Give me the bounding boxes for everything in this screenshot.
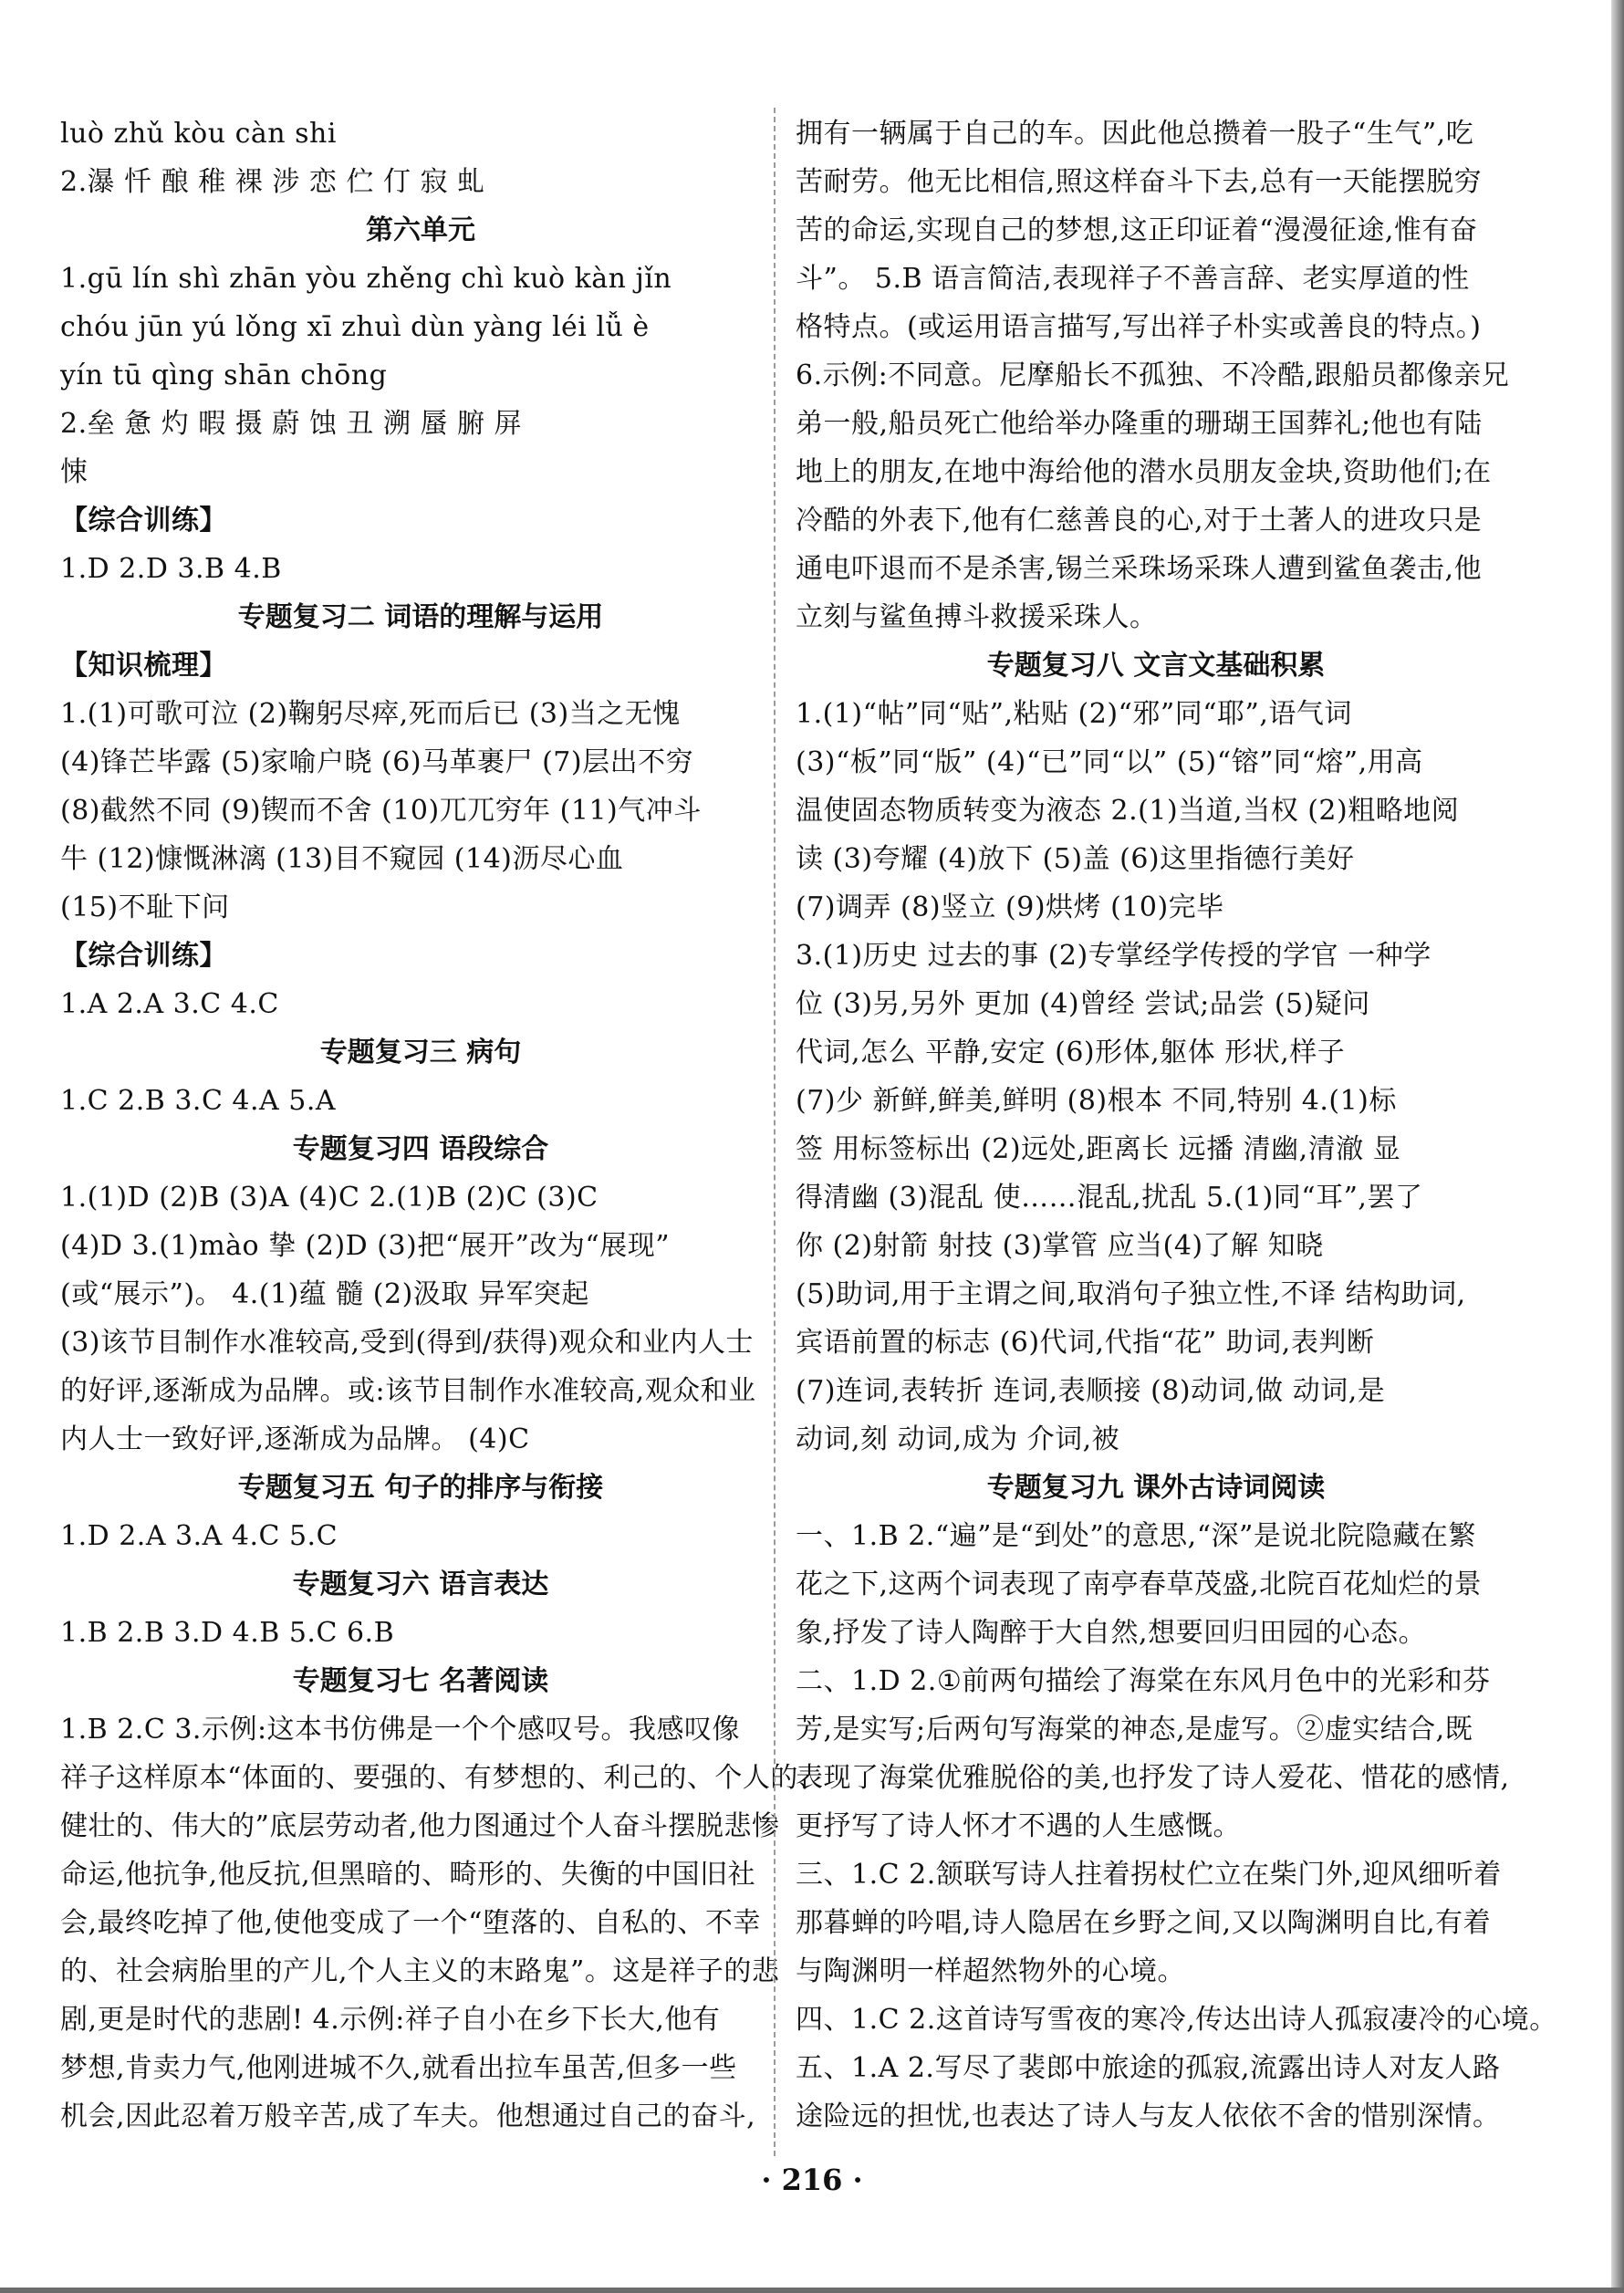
answer-line: 宾语前置的标志 (6)代词,代指“花” 助词,表判断 [796, 1327, 1375, 1359]
answer-line: 立刻与鲨鱼搏斗救援采珠人。 [796, 601, 1158, 633]
answer-line: 那暮蝉的吟唱,诗人隐居在乡野之间,又以陶渊明自比,有着 [796, 1907, 1492, 1939]
column-divider [774, 108, 776, 2156]
answer-line: 与陶渊明一样超然物外的心境。 [796, 1955, 1185, 1987]
answer-line: 五、1.A 2.写尽了裴郎中旅途的孤寂,流露出诗人对友人路 [796, 2052, 1501, 2084]
answer-line: 1.B 2.C 3.示例:这本书仿佛是一个个感叹号。我感叹像 [60, 1714, 741, 1746]
answer-line: 读 (3)夸耀 (4)放下 (5)盖 (6)这里指德行美好 [796, 843, 1355, 875]
answer-line: 签 用标签标出 (2)远处,距离长 远播 清幽,清澈 显 [796, 1133, 1401, 1165]
answer-line: 梦想,肯卖力气,他刚进城不久,就看出拉车虽苦,但多一些 [60, 2052, 737, 2084]
answer-line: 格特点。(或运用语言描写,写出祥子朴实或善良的特点。) [796, 311, 1482, 343]
section-heading: 专题复习六 语言表达 [292, 1569, 549, 1600]
answer-line: 的好评,逐渐成为品牌。或:该节目制作水准较高,观众和业 [60, 1375, 756, 1407]
answer-line: (7)调弄 (8)竖立 (9)烘烤 (10)完毕 [796, 891, 1224, 923]
answer-line: 【综合训练】 [60, 505, 227, 537]
answer-line: 1.gū lín shì zhān yòu zhěng chì kuò kàn jǐn [60, 263, 672, 295]
section-heading: 专题复习三 病句 [319, 1037, 522, 1068]
section-heading: 专题复习二 词语的理解与运用 [237, 601, 604, 633]
answer-line: 更抒写了诗人怀才不遇的人生感慨。 [796, 1810, 1241, 1842]
answer-line: (4)D 3.(1)mào 挚 (2)D (3)把“展开”改为“展现” [60, 1230, 671, 1262]
answer-line: 命运,他抗争,他反抗,但黑暗的、畸形的、失衡的中国旧社 [60, 1859, 756, 1891]
answer-line: 拥有一辆属于自己的车。因此他总攒着一股子“生气”,吃 [796, 118, 1474, 150]
section-heading: 专题复习四 语段综合 [292, 1133, 549, 1165]
answer-line: chóu jūn yú lǒng xī zhuì dùn yàng léi lǚ è [60, 311, 650, 343]
answer-line: 1.(1)D (2)B (3)A (4)C 2.(1)B (2)C (3)C [60, 1182, 599, 1214]
answer-line: 【综合训练】 [60, 940, 227, 972]
answer-line: 一、1.B 2.“遍”是“到处”的意思,“深”是说北院隐藏在繁 [796, 1520, 1476, 1552]
answer-line: (3)该节目制作水准较高,受到(得到/获得)观众和业内人士 [60, 1327, 755, 1359]
answer-line: 1.(1)可歌可泣 (2)鞠躬尽瘁,死而后已 (3)当之无愧 [60, 698, 681, 730]
answer-line: 三、1.C 2.颔联写诗人拄着拐杖伫立在柴门外,迎风细听着 [796, 1859, 1502, 1891]
section-heading: 专题复习五 句子的排序与衔接 [237, 1472, 604, 1504]
answer-line: yín tū qìng shān chōng [60, 360, 388, 391]
answer-line: 花之下,这两个词表现了南亭春草茂盛,北院百花灿烂的景 [796, 1569, 1483, 1600]
answer-line: 苦耐劳。他无比相信,照这样奋斗下去,总有一天能摆脱穷 [796, 166, 1483, 198]
answer-line: 位 (3)另,另外 更加 (4)曾经 尝试;品尝 (5)疑问 [796, 988, 1370, 1020]
left-column [60, 109, 827, 2141]
answer-line: 1.D 2.D 3.B 4.B [60, 553, 282, 585]
answer-line: 2.瀑 忏 酿 稚 裸 涉 恋 伫 仃 寂 虬 [60, 166, 485, 198]
answer-line: (7)连词,表转折 连词,表顺接 (8)动词,做 动词,是 [796, 1375, 1386, 1407]
answer-line: (或“展示”)。 4.(1)蕴 髓 (2)汲取 异军突起 [60, 1278, 589, 1310]
section-heading: 第六单元 [366, 214, 475, 246]
answer-line: 剧,更是时代的悲剧! 4.示例:祥子自小在乡下长大,他有 [60, 2004, 721, 2036]
answer-line: (8)截然不同 (9)锲而不舍 (10)兀兀穷年 (11)气冲斗 [60, 795, 702, 827]
answer-line: 3.(1)历史 过去的事 (2)专掌经学传授的学官 一种学 [796, 940, 1431, 972]
answer-line: 温使固态物质转变为液态 2.(1)当道,当权 (2)粗略地阅 [796, 795, 1460, 827]
answer-line: 表现了海棠优雅脱俗的美,也抒发了诗人爱花、惜花的感情, [796, 1762, 1510, 1794]
answer-line: luò zhǔ kòu càn shi [60, 118, 337, 150]
answer-line: 通电吓退而不是杀害,锡兰采珠场采珠人遭到鲨鱼袭击,他 [796, 553, 1483, 585]
answer-line: (3)“板”同“版” (4)“已”同“以” (5)“镕”同“熔”,用高 [796, 746, 1423, 778]
page-number: · 216 · [761, 2163, 863, 2197]
answer-line: 【知识梳理】 [60, 650, 227, 682]
answer-line: 1.A 2.A 3.C 4.C [60, 988, 279, 1020]
answer-line: 2.垒 惫 灼 暇 摄 蔚 蚀 丑 溯 蜃 腑 屏 [60, 408, 523, 440]
answer-line: 悚 [60, 456, 88, 488]
answer-line: 你 (2)射箭 射技 (3)掌管 应当(4)了解 知晓 [796, 1230, 1324, 1262]
page-bottom-edge [0, 2288, 1624, 2293]
answer-line: 1.B 2.B 3.D 4.B 5.C 6.B [60, 1617, 395, 1649]
answer-line: 二、1.D 2.①前两句描绘了海棠在东风月色中的光彩和芬 [796, 1665, 1491, 1697]
answer-line: 内人士一致好评,逐渐成为品牌。 (4)C [60, 1423, 530, 1455]
answer-line: 芳,是实写;后两句写海棠的神态,是虚写。②虚实结合,既 [796, 1714, 1473, 1746]
answer-line: 牛 (12)慷慨淋漓 (13)目不窥园 (14)沥尽心血 [60, 843, 624, 875]
answer-line: (4)锋芒毕露 (5)家喻户晓 (6)马革裹尸 (7)层出不穷 [60, 746, 694, 778]
right-column [796, 109, 1557, 2141]
answer-line: 6.示例:不同意。尼摩船长不孤独、不冷酷,跟船员都像亲兄 [796, 360, 1510, 391]
page-edge-shadow [1611, 0, 1624, 2293]
answer-line: 苦的命运,实现自己的梦想,这正印证着“漫漫征途,惟有奋 [796, 214, 1478, 246]
section-heading: 专题复习七 名著阅读 [292, 1665, 549, 1697]
section-heading: 专题复习八 文言文基础积累 [986, 650, 1326, 682]
answer-line: 1.(1)“帖”同“贴”,粘贴 (2)“邪”同“耶”,语气词 [796, 698, 1352, 730]
answer-line: (5)助词,用于主谓之间,取消句子独立性,不译 结构助词, [796, 1278, 1466, 1310]
section-heading: 专题复习九 课外古诗词阅读 [986, 1472, 1326, 1504]
answer-line: 的、社会病胎里的产儿,个人主义的末路鬼”。这是祥子的悲 [60, 1955, 780, 1987]
answer-line: 斗”。 5.B 语言简洁,表现祥子不善言辞、老实厚道的性 [796, 263, 1470, 295]
answer-line: 四、1.C 2.这首诗写雪夜的寒冷,传达出诗人孤寂凄冷的心境。 [796, 2004, 1557, 2036]
answer-line: 冷酷的外表下,他有仁慈善良的心,对于土著人的进攻只是 [796, 505, 1483, 537]
answer-line: 象,抒发了诗人陶醉于大自然,想要回归田园的心态。 [796, 1617, 1427, 1649]
answer-line: 1.C 2.B 3.C 4.A 5.A [60, 1085, 337, 1117]
answer-line: 动词,刻 动词,成为 介词,被 [796, 1423, 1120, 1455]
answer-line: (7)少 新鲜,鲜美,鲜明 (8)根本 不同,特别 4.(1)标 [796, 1085, 1397, 1117]
answer-line: 1.D 2.A 3.A 4.C 5.C [60, 1520, 338, 1552]
answer-line: 途险远的担忧,也表达了诗人与友人依依不舍的惜别深情。 [796, 2100, 1501, 2132]
answer-line: (15)不耻下问 [60, 891, 230, 923]
answer-line: 弟一般,船员死亡他给举办隆重的珊瑚王国葬礼;他也有陆 [796, 408, 1483, 440]
answer-line: 得清幽 (3)混乱 使……混乱,扰乱 5.(1)同“耳”,罢了 [796, 1182, 1423, 1214]
answer-line: 代词,怎么 平静,安定 (6)形体,躯体 形状,样子 [796, 1037, 1346, 1068]
answer-line: 会,最终吃掉了他,使他变成了一个“堕落的、自私的、不幸 [60, 1907, 761, 1939]
answer-line: 祥子这样原本“体面的、要强的、有梦想的、利己的、个人的、 [60, 1762, 827, 1794]
answer-line: 地上的朋友,在地中海给他的潜水员朋友金块,资助他们;在 [796, 456, 1492, 488]
answer-line: 健壮的、伟大的”底层劳动者,他力图通过个人奋斗摆脱悲惨 [60, 1810, 780, 1842]
answer-line: 机会,因此忍着万般辛苦,成了车夫。他想通过自己的奋斗, [60, 2100, 756, 2132]
